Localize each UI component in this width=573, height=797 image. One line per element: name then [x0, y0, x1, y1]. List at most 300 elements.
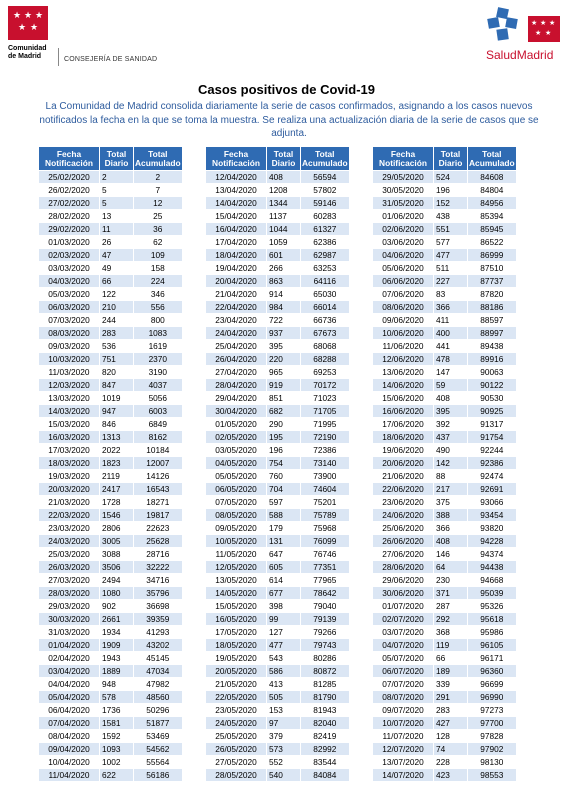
- salud-madrid-wordmark: [486, 48, 553, 62]
- cell-date: 13/06/2020: [373, 366, 434, 379]
- header-cumulative: Total Acumulado: [468, 147, 517, 171]
- cell-cumulative: 56186: [134, 769, 183, 782]
- cell-daily: 1889: [100, 665, 134, 678]
- cell-daily: 47: [100, 249, 134, 262]
- cell-daily: 74: [434, 743, 468, 756]
- cell-daily: 820: [100, 366, 134, 379]
- cell-daily: 283: [434, 704, 468, 717]
- cell-cumulative: 47982: [134, 678, 183, 691]
- cell-cumulative: 89916: [468, 353, 517, 366]
- cell-cumulative: 57802: [301, 184, 350, 197]
- cell-cumulative: 25628: [134, 535, 183, 548]
- cell-date: 04/06/2020: [373, 249, 434, 262]
- cell-cumulative: 48560: [134, 691, 183, 704]
- table-row: [206, 665, 350, 678]
- table-row: [373, 522, 517, 535]
- cell-cumulative: 94374: [468, 548, 517, 561]
- cell-cumulative: 76099: [301, 535, 350, 548]
- cell-date: 03/06/2020: [373, 236, 434, 249]
- cell-cumulative: 556: [134, 301, 183, 314]
- cell-cumulative: 94228: [468, 535, 517, 548]
- cell-cumulative: 10184: [134, 444, 183, 457]
- cell-daily: 196: [434, 184, 468, 197]
- cell-daily: 379: [267, 730, 301, 743]
- table-row: [373, 340, 517, 353]
- cell-cumulative: 59146: [301, 197, 350, 210]
- cell-daily: 292: [434, 613, 468, 626]
- cell-cumulative: 75968: [301, 522, 350, 535]
- cell-daily: 99: [267, 613, 301, 626]
- cell-cumulative: 67673: [301, 327, 350, 340]
- cell-daily: 147: [434, 366, 468, 379]
- cell-date: 22/03/2020: [39, 509, 100, 522]
- cell-daily: 408: [434, 392, 468, 405]
- table-row: [39, 522, 183, 535]
- cell-date: 22/06/2020: [373, 483, 434, 496]
- cell-date: 10/03/2020: [39, 353, 100, 366]
- table-row: [39, 379, 183, 392]
- table-row: [39, 171, 183, 184]
- cell-date: 23/05/2020: [206, 704, 267, 717]
- cell-cumulative: 88997: [468, 327, 517, 340]
- header-daily: Total Diario: [267, 147, 301, 171]
- table-row: [373, 678, 517, 691]
- cell-cumulative: 65030: [301, 288, 350, 301]
- cell-date: 27/04/2020: [206, 366, 267, 379]
- cell-date: 03/04/2020: [39, 665, 100, 678]
- table-row: [206, 587, 350, 600]
- cell-cumulative: 74604: [301, 483, 350, 496]
- cell-cumulative: 83544: [301, 756, 350, 769]
- cell-date: 28/02/2020: [39, 210, 100, 223]
- table-row: [373, 769, 517, 782]
- cell-cumulative: 28716: [134, 548, 183, 561]
- table-row: [39, 561, 183, 574]
- cell-date: 02/04/2020: [39, 652, 100, 665]
- cell-date: 30/06/2020: [373, 587, 434, 600]
- table-header-row: [373, 147, 517, 171]
- cell-date: 28/06/2020: [373, 561, 434, 574]
- cell-daily: 505: [267, 691, 301, 704]
- cell-daily: 2661: [100, 613, 134, 626]
- cell-date: 12/04/2020: [206, 171, 267, 184]
- cell-date: 27/02/2020: [39, 197, 100, 210]
- header-daily: Total Diario: [434, 147, 468, 171]
- cell-date: 31/03/2020: [39, 626, 100, 639]
- cell-date: 06/03/2020: [39, 301, 100, 314]
- table-header-row: [206, 147, 350, 171]
- cell-cumulative: 96105: [468, 639, 517, 652]
- cell-cumulative: 75789: [301, 509, 350, 522]
- cell-cumulative: 96990: [468, 691, 517, 704]
- cell-date: 11/04/2020: [39, 769, 100, 782]
- cell-date: 22/05/2020: [206, 691, 267, 704]
- table-row: [39, 405, 183, 418]
- cell-daily: 408: [267, 171, 301, 184]
- cell-daily: 614: [267, 574, 301, 587]
- cell-cumulative: 158: [134, 262, 183, 275]
- cell-cumulative: 77965: [301, 574, 350, 587]
- table-row: [373, 652, 517, 665]
- cell-date: 20/05/2020: [206, 665, 267, 678]
- cell-date: 16/06/2020: [373, 405, 434, 418]
- cell-cumulative: 25: [134, 210, 183, 223]
- cell-daily: 88: [434, 470, 468, 483]
- table-row: [39, 470, 183, 483]
- cell-daily: 5: [100, 184, 134, 197]
- cell-cumulative: 32222: [134, 561, 183, 574]
- cell-date: 03/07/2020: [373, 626, 434, 639]
- cell-date: 21/06/2020: [373, 470, 434, 483]
- cell-date: 17/03/2020: [39, 444, 100, 457]
- cell-date: 25/03/2020: [39, 548, 100, 561]
- cell-cumulative: 90925: [468, 405, 517, 418]
- department-name: CONSEJERÍA DE SANIDAD: [64, 56, 158, 63]
- table-row: [39, 236, 183, 249]
- cell-date: 21/04/2020: [206, 288, 267, 301]
- cell-cumulative: 61327: [301, 223, 350, 236]
- table-row: [373, 613, 517, 626]
- cell-date: 14/07/2020: [373, 769, 434, 782]
- cell-daily: 1080: [100, 587, 134, 600]
- table-row: [206, 301, 350, 314]
- cell-date: 17/06/2020: [373, 418, 434, 431]
- cell-date: 18/05/2020: [206, 639, 267, 652]
- cell-cumulative: 71995: [301, 418, 350, 431]
- cell-cumulative: 12: [134, 197, 183, 210]
- table-row: [39, 288, 183, 301]
- cell-cumulative: 90530: [468, 392, 517, 405]
- table-row: [39, 678, 183, 691]
- cell-daily: 1002: [100, 756, 134, 769]
- cell-cumulative: 85945: [468, 223, 517, 236]
- cell-date: 30/03/2020: [39, 613, 100, 626]
- cell-daily: 2494: [100, 574, 134, 587]
- cell-cumulative: 73140: [301, 457, 350, 470]
- cell-date: 19/03/2020: [39, 470, 100, 483]
- table-row: [206, 574, 350, 587]
- cell-daily: 919: [267, 379, 301, 392]
- cell-date: 26/03/2020: [39, 561, 100, 574]
- cell-date: 26/02/2020: [39, 184, 100, 197]
- table-row: [373, 587, 517, 600]
- cell-cumulative: 98553: [468, 769, 517, 782]
- cell-date: 15/04/2020: [206, 210, 267, 223]
- cell-date: 29/04/2020: [206, 392, 267, 405]
- cell-daily: 11: [100, 223, 134, 236]
- wordmark-part-1: Salud: [486, 48, 517, 62]
- cell-date: 02/05/2020: [206, 431, 267, 444]
- cell-daily: 413: [267, 678, 301, 691]
- cell-daily: 395: [267, 340, 301, 353]
- cell-date: 28/05/2020: [206, 769, 267, 782]
- table-row: [373, 275, 517, 288]
- logo-line-1: Comunidad: [8, 45, 47, 52]
- cell-date: 18/03/2020: [39, 457, 100, 470]
- table-row: [373, 314, 517, 327]
- cell-cumulative: 36698: [134, 600, 183, 613]
- cell-daily: 142: [434, 457, 468, 470]
- cell-daily: 189: [434, 665, 468, 678]
- table-row: [373, 496, 517, 509]
- table-row: [39, 691, 183, 704]
- table-row: [373, 301, 517, 314]
- table-row: [206, 678, 350, 691]
- cell-daily: 754: [267, 457, 301, 470]
- cell-daily: 851: [267, 392, 301, 405]
- cell-date: 16/04/2020: [206, 223, 267, 236]
- cell-date: 13/05/2020: [206, 574, 267, 587]
- cell-cumulative: 82992: [301, 743, 350, 756]
- cell-cumulative: 41293: [134, 626, 183, 639]
- cell-daily: 477: [434, 249, 468, 262]
- cell-cumulative: 97273: [468, 704, 517, 717]
- cell-date: 26/05/2020: [206, 743, 267, 756]
- cell-cumulative: 54562: [134, 743, 183, 756]
- cell-date: 17/04/2020: [206, 236, 267, 249]
- madrid-flag-icon: ★ ★ ★ ★ ★: [528, 16, 560, 42]
- table-row: [206, 236, 350, 249]
- table-row: [39, 340, 183, 353]
- cell-date: 04/05/2020: [206, 457, 267, 470]
- cell-daily: 217: [434, 483, 468, 496]
- cell-date: 11/06/2020: [373, 340, 434, 353]
- cell-cumulative: 66014: [301, 301, 350, 314]
- table-row: [373, 600, 517, 613]
- cell-cumulative: 43202: [134, 639, 183, 652]
- table-row: [373, 366, 517, 379]
- cell-date: 04/04/2020: [39, 678, 100, 691]
- cell-date: 02/07/2020: [373, 613, 434, 626]
- cell-date: 09/03/2020: [39, 340, 100, 353]
- cell-daily: 704: [267, 483, 301, 496]
- cell-daily: 605: [267, 561, 301, 574]
- cell-daily: 1823: [100, 457, 134, 470]
- cell-daily: 146: [434, 548, 468, 561]
- cell-cumulative: 224: [134, 275, 183, 288]
- cell-cumulative: 62386: [301, 236, 350, 249]
- table-row: [373, 574, 517, 587]
- table-row: [39, 574, 183, 587]
- table-row: [39, 483, 183, 496]
- cell-date: 25/02/2020: [39, 171, 100, 184]
- table-row: [373, 626, 517, 639]
- table-row: [39, 418, 183, 431]
- cell-daily: 392: [434, 418, 468, 431]
- cell-date: 18/06/2020: [373, 431, 434, 444]
- cell-cumulative: 89438: [468, 340, 517, 353]
- cell-date: 20/04/2020: [206, 275, 267, 288]
- cell-daily: 1592: [100, 730, 134, 743]
- cell-daily: 2022: [100, 444, 134, 457]
- cell-daily: 196: [267, 444, 301, 457]
- cell-date: 03/05/2020: [206, 444, 267, 457]
- cell-daily: 64: [434, 561, 468, 574]
- table-row: [206, 717, 350, 730]
- cell-daily: 1546: [100, 509, 134, 522]
- cell-date: 15/06/2020: [373, 392, 434, 405]
- page-header: [0, 0, 573, 76]
- cell-date: 28/03/2020: [39, 587, 100, 600]
- table-row: [206, 769, 350, 782]
- table-row: [373, 197, 517, 210]
- cell-cumulative: 97828: [468, 730, 517, 743]
- cell-cumulative: 68068: [301, 340, 350, 353]
- cell-cumulative: 69253: [301, 366, 350, 379]
- cell-daily: 914: [267, 288, 301, 301]
- cell-daily: 400: [434, 327, 468, 340]
- cell-daily: 83: [434, 288, 468, 301]
- cell-daily: 937: [267, 327, 301, 340]
- page-title: Casos positivos de Covid-19: [198, 82, 375, 97]
- table-row: [373, 379, 517, 392]
- cell-date: 07/07/2020: [373, 678, 434, 691]
- cell-daily: 1728: [100, 496, 134, 509]
- cell-date: 16/03/2020: [39, 431, 100, 444]
- cell-date: 26/06/2020: [373, 535, 434, 548]
- cell-daily: 366: [434, 301, 468, 314]
- cell-date: 01/06/2020: [373, 210, 434, 223]
- cell-date: 24/06/2020: [373, 509, 434, 522]
- cell-date: 22/04/2020: [206, 301, 267, 314]
- cell-cumulative: 73900: [301, 470, 350, 483]
- table-row: [206, 210, 350, 223]
- cell-date: 13/07/2020: [373, 756, 434, 769]
- cell-daily: 578: [100, 691, 134, 704]
- cell-daily: 210: [100, 301, 134, 314]
- cell-daily: 5: [100, 197, 134, 210]
- cell-date: 04/03/2020: [39, 275, 100, 288]
- cell-date: 05/05/2020: [206, 470, 267, 483]
- cell-cumulative: 95326: [468, 600, 517, 613]
- cell-cumulative: 1619: [134, 340, 183, 353]
- table-row: [39, 184, 183, 197]
- table-row: [373, 392, 517, 405]
- cell-daily: 478: [434, 353, 468, 366]
- cell-cumulative: 76746: [301, 548, 350, 561]
- cell-daily: 524: [434, 171, 468, 184]
- table-row: [39, 509, 183, 522]
- table-row: [39, 730, 183, 743]
- cell-cumulative: 79266: [301, 626, 350, 639]
- cell-date: 21/03/2020: [39, 496, 100, 509]
- table-row: [39, 600, 183, 613]
- cell-date: 23/04/2020: [206, 314, 267, 327]
- cell-date: 21/05/2020: [206, 678, 267, 691]
- logo-divider: [58, 48, 59, 66]
- cell-cumulative: 87510: [468, 262, 517, 275]
- header-daily: Total Diario: [100, 147, 134, 171]
- table-row: [39, 249, 183, 262]
- cell-cumulative: 81790: [301, 691, 350, 704]
- cell-cumulative: 95039: [468, 587, 517, 600]
- table-row: [206, 327, 350, 340]
- table-row: [373, 743, 517, 756]
- cell-date: 05/04/2020: [39, 691, 100, 704]
- table-row: [373, 353, 517, 366]
- cell-cumulative: 85394: [468, 210, 517, 223]
- cell-date: 09/07/2020: [373, 704, 434, 717]
- cell-date: 10/05/2020: [206, 535, 267, 548]
- cell-date: 19/06/2020: [373, 444, 434, 457]
- cell-daily: 984: [267, 301, 301, 314]
- cell-daily: 577: [434, 236, 468, 249]
- table-row: [373, 483, 517, 496]
- cell-daily: 2417: [100, 483, 134, 496]
- cell-cumulative: 7: [134, 184, 183, 197]
- table-row: [373, 691, 517, 704]
- cell-date: 27/06/2020: [373, 548, 434, 561]
- table-row: [206, 340, 350, 353]
- cell-date: 13/03/2020: [39, 392, 100, 405]
- cell-daily: 902: [100, 600, 134, 613]
- cell-date: 15/03/2020: [39, 418, 100, 431]
- cell-daily: 395: [434, 405, 468, 418]
- cell-cumulative: 86999: [468, 249, 517, 262]
- intro-paragraph: La Comunidad de Madrid consolida diariamente la serie de casos confirmados, asignando a los casos nuevos notificados la fecha en la que se toma la muestra. Se realiza una actualización diaria de la serie de casos que se adjunta.: [39, 101, 539, 139]
- table-row: [373, 639, 517, 652]
- cell-cumulative: 84804: [468, 184, 517, 197]
- cell-cumulative: 95986: [468, 626, 517, 639]
- table-row: [39, 613, 183, 626]
- table-row: [206, 171, 350, 184]
- cell-date: 10/04/2020: [39, 756, 100, 769]
- cell-daily: 1313: [100, 431, 134, 444]
- cell-cumulative: 79743: [301, 639, 350, 652]
- cell-date: 12/07/2020: [373, 743, 434, 756]
- table-row: [373, 704, 517, 717]
- cell-cumulative: 87737: [468, 275, 517, 288]
- table-row: [206, 483, 350, 496]
- cell-date: 11/03/2020: [39, 366, 100, 379]
- table-row: [39, 743, 183, 756]
- cell-cumulative: 36: [134, 223, 183, 236]
- cell-daily: 1581: [100, 717, 134, 730]
- cell-date: 12/03/2020: [39, 379, 100, 392]
- cell-daily: 601: [267, 249, 301, 262]
- cell-date: 30/05/2020: [373, 184, 434, 197]
- cell-date: 29/05/2020: [373, 171, 434, 184]
- cell-daily: 66: [434, 652, 468, 665]
- cell-daily: 375: [434, 496, 468, 509]
- table-row: [206, 730, 350, 743]
- cell-daily: 366: [434, 522, 468, 535]
- cell-cumulative: 6849: [134, 418, 183, 431]
- cell-date: 12/05/2020: [206, 561, 267, 574]
- cell-daily: 760: [267, 470, 301, 483]
- cell-daily: 490: [434, 444, 468, 457]
- cell-daily: 13: [100, 210, 134, 223]
- cell-daily: 1934: [100, 626, 134, 639]
- cell-daily: 722: [267, 314, 301, 327]
- table-row: [39, 301, 183, 314]
- cell-date: 28/04/2020: [206, 379, 267, 392]
- cell-cumulative: 64116: [301, 275, 350, 288]
- wordmark-part-2: Madrid: [516, 48, 554, 62]
- cell-date: 06/07/2020: [373, 665, 434, 678]
- cell-date: 26/04/2020: [206, 353, 267, 366]
- comunidad-madrid-logo-text: [8, 45, 47, 61]
- table-row: [39, 717, 183, 730]
- table-row: [39, 769, 183, 782]
- cell-date: 19/05/2020: [206, 652, 267, 665]
- cell-cumulative: 62: [134, 236, 183, 249]
- cases-table-2: [205, 146, 350, 782]
- cell-date: 16/05/2020: [206, 613, 267, 626]
- table-row: [39, 353, 183, 366]
- table-row: [39, 275, 183, 288]
- table-row: [206, 756, 350, 769]
